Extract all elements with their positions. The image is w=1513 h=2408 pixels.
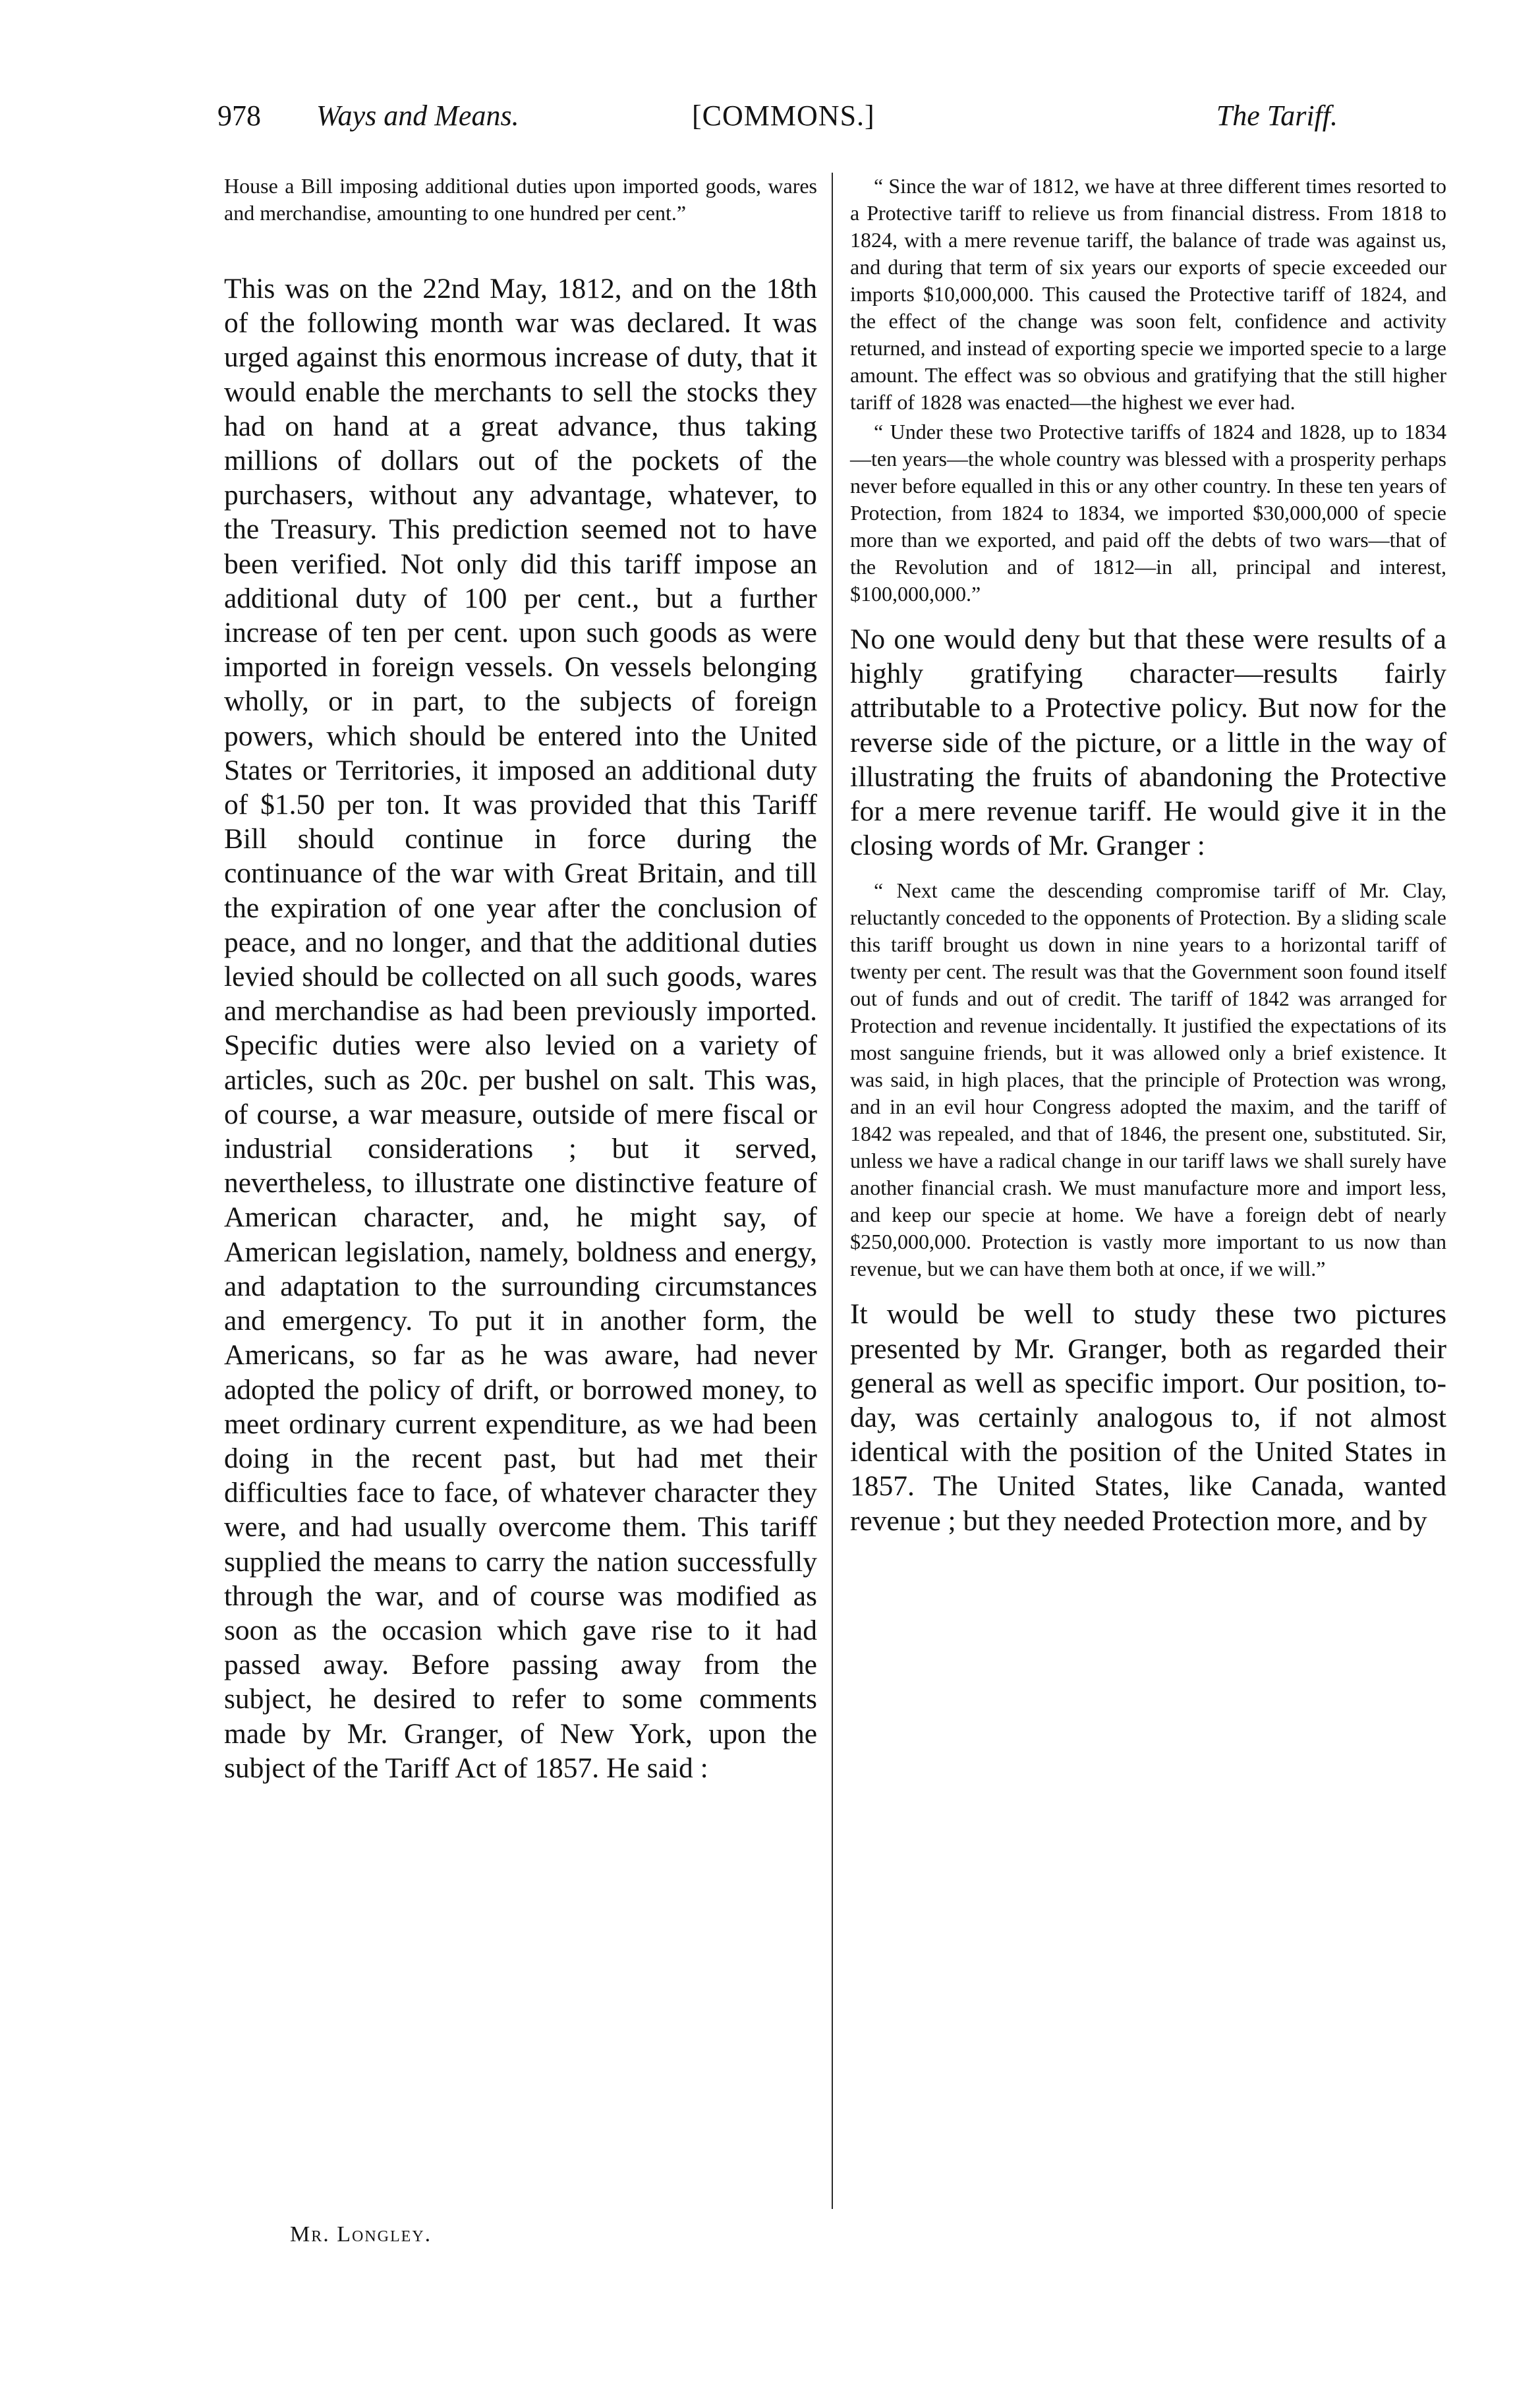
body-paragraph: It would be well to study these two pictures presented by Mr. Granger, both as regarded their general as well as specific import. Our position, to-day, was certainly analogous to, if not almost identical with the position of the United States in 1857. The United States, like Canada, wanted revenue ; but they needed Protection more, and by xyxy=(850,1298,1446,1537)
running-header xyxy=(217,99,1338,138)
quote-block: “ Next came the descending compromise tariff of Mr. Clay, reluctantly conceded to the opponents of Protection. By a sliding scale this tariff brought us down in nine years to a horizontal tariff of twenty per cent. The result was that the Government soon found itself out of funds and out of credit. The tariff of 1842 was arranged for Protection and revenue incidentally. It justified the expectations of its most sanguine friends, but it was allowed only a brief existence. It was said, in high places, that the principle of Protection was wrong, and in an evil hour Congress adopted the maxim, and the tariff of 1842 was repealed, and that of 1846, the present one, substituted. Sir, unless we have a radical change in our tariff laws we shall surely have another financial crash. We must manufacture more and import less, and keep our specie at home. We have a foreign debt of nearly $250,000,000. Protection is vastly more important to us now than revenue, but we can have them both at once, if we will.” xyxy=(850,878,1446,1281)
body-paragraph: No one would deny but that these were results of a highly gratifying character—results fairly attributable to a Protective policy. But now for the reverse side of the picture, or a little in the way of illustrating the fruits of abandoning the Protective for a mere revenue tariff. He would give it in the closing words of Mr. Granger : xyxy=(850,623,1446,862)
header-center-title: [COMMONS.] xyxy=(692,100,875,132)
header-right-title: The Tariff. xyxy=(1216,100,1338,132)
quote-continuation: House a Bill imposing additional duties upon imported goods, wares and merchandise, amounting to one hundred per cent.” xyxy=(224,174,817,225)
quote-block: “ Since the war of 1812, we have at three different times resorted to a Protective tariff to relieve us from financial distress. From 1818 to 1824, with a mere revenue tariff, the balance of trade was against us, and during that term of six years our exports of specie exceeded our imports $10,000,000. This caused the Protective tariff of 1824, and the effect of the change was soon felt, confidence and activity returned, and instead of exporting specie we imported specie to a large amount. The effect was so obvious and gratifying that the still higher tariff of 1828 was enacted—the highest we ever had. xyxy=(850,174,1446,414)
left-column xyxy=(224,173,817,1785)
page-number: 978 xyxy=(217,100,261,132)
quote-block: “ Under these two Protective tariffs of 1824 and 1828, up to 1834—ten years—the whole country was blessed with a prosperity perhaps never before equalled in this or any other country. In these ten years of Protection, from 1824 to 1834, we imported $30,000,000 of specie more than we exported, and paid off the debts of two wars—that of the Revolution and of 1812—in all, principal and interest, $100,000,000.” xyxy=(850,420,1446,606)
column-divider xyxy=(832,173,833,2209)
catchword: Mr. Longley. xyxy=(290,2222,432,2247)
header-left-title: Ways and Means. xyxy=(316,100,519,132)
body-paragraph: This was on the 22nd May, 1812, and on the 18th of the following month war was declared. It was urged against this enormous increase of duty, that it would enable the merchants to sell the stocks they had on hand at a great advance, thus taking millions of dollars out of the pockets of the purchasers, without any advantage, whatever, to the Treasury. This prediction seemed not to have been verified. Not only did this tariff impose an additional duty of 100 per cent., but a further increase of ten per cent. upon such goods as were imported in foreign vessels. On vessels belonging wholly, or in part, to the subjects of foreign powers, which should be entered into the United States or Territories, it imposed an additional duty of $1.50 per ton. It was provided that this Tariff Bill should continue in force during the continuance of the war with Great Britain, and till the expiration of one year after the conclusion of peace, and no longer, and that the additional duties levied should be collected on all such goods, wares and merchandise as had been previously imported. Specific duties were also levied on a variety of articles, such as 20c. per bushel on salt. This was, of course, a war measure, outside of mere fiscal or industrial considerations ; but it served, nevertheless, to illustrate one distinctive feature of American character, and, he might say, of American legislation, namely, boldness and energy, and adaptation to the surrounding circumstances and emergency. To put it in another form, the Americans, so far as he was aware, had never adopted the policy of drift, or borrowed money, to meet ordinary current expenditure, as we had been doing in the recent past, but had met their difficulties face to face, of whatever character they were, and had usually overcome them. This tariff supplied the means to carry the nation successfully through the war, and of course was modified as soon as the occasion which gave rise to it had passed away. Before passing away from the subject, he desired to refer to some comments made by Mr. Granger, of New York, upon the subject of the Tariff Act of 1857. He said : xyxy=(224,273,817,1784)
right-column xyxy=(850,173,1446,1538)
